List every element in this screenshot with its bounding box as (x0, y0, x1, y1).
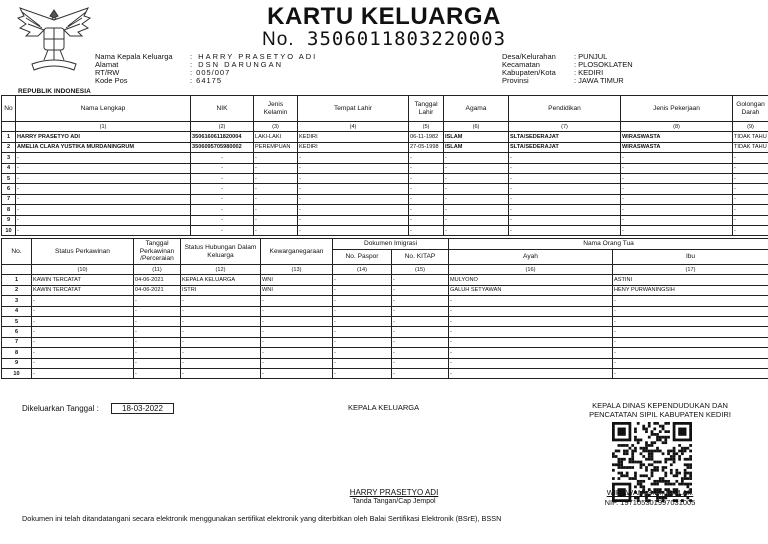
table-cell: - (621, 184, 733, 194)
table-cell: AMELIA CLARA YUSTIKA MURDANINGRUM (16, 142, 191, 152)
header-no-paspor: No. Paspor (333, 250, 392, 265)
table-cell: - (409, 163, 444, 173)
table-cell: KAWIN TERCATAT (32, 285, 134, 295)
table-cell: - (613, 337, 768, 347)
table-cell: - (333, 358, 392, 368)
number-value: 3506011803220003 (307, 28, 507, 50)
table-cell: - (16, 153, 191, 163)
table-row (2, 316, 768, 326)
kepala-dinas-title-line: PENCATATAN SIPIL KABUPATEN KEDIRI (589, 410, 731, 419)
table-cell: - (449, 358, 613, 368)
table-cell: - (254, 215, 298, 225)
header-jenis-pekerjaan: Jenis Pekerjaan (621, 96, 733, 122)
table-cell: - (733, 184, 768, 194)
table-cell: - (444, 173, 509, 183)
table-cell: - (392, 316, 449, 326)
table-cell: - (449, 368, 613, 378)
info-label: Kabupaten/Kota (502, 68, 556, 77)
table-cell: - (509, 194, 621, 204)
row-number: 3 (2, 296, 32, 306)
header-pendidikan: Pendidikan (509, 96, 621, 122)
info-label: Kecamatan (502, 60, 540, 69)
header-agama: Agama (444, 96, 509, 122)
table-cell: - (621, 225, 733, 235)
table-cell: - (409, 225, 444, 235)
table-row (2, 184, 768, 194)
table-cell: - (181, 306, 261, 316)
info-value: : DSN DARUNGAN (190, 60, 284, 69)
electronic-signature-disclaimer: Dokumen ini telah ditandatangani secara elektronik menggunakan sertifikat elektronik yang diterbitkan oleh Balai Sertifikasi Elektronik (BSrE), BSSN (22, 514, 502, 523)
table-cell: - (261, 358, 333, 368)
header-no: No (2, 96, 16, 122)
table-cell: - (16, 173, 191, 183)
table-row (2, 368, 768, 378)
index-cell: (10) (32, 265, 134, 275)
info-value: : PUNJUL (574, 52, 608, 61)
table-cell: - (392, 296, 449, 306)
table-cell: - (613, 348, 768, 358)
kepala-dinas-name: WIRAWAN, S.E., M.M.Ak. (606, 488, 694, 497)
info-value: : 005/007 (190, 68, 231, 77)
table-cell: - (298, 163, 409, 173)
info-label: RT/RW (95, 68, 120, 77)
index-cell: (7) (509, 122, 621, 132)
table-cell: - (254, 173, 298, 183)
table-cell: LAKI-LAKI (254, 132, 298, 142)
family-members-table (1, 95, 768, 236)
table-row (2, 205, 768, 215)
table-cell: - (444, 184, 509, 194)
table-cell: - (392, 327, 449, 337)
row-number: 1 (2, 132, 16, 142)
table-cell: - (134, 358, 181, 368)
table-cell: - (449, 348, 613, 358)
table-cell: - (733, 173, 768, 183)
row-number: 6 (2, 184, 16, 194)
table-row (2, 337, 768, 347)
family-info-left (95, 53, 317, 85)
table-cell: - (621, 205, 733, 215)
row-number: 3 (2, 153, 16, 163)
table-cell: - (621, 153, 733, 163)
table-cell: - (261, 316, 333, 326)
table-cell: - (621, 173, 733, 183)
table-row (2, 142, 768, 152)
row-number: 1 (2, 275, 32, 285)
table-cell: - (181, 296, 261, 306)
row-number: 10 (2, 225, 16, 235)
table-cell: - (298, 205, 409, 215)
table-cell: SLTA/SEDERAJAT (509, 142, 621, 152)
table-cell: - (392, 306, 449, 316)
table-cell: - (16, 205, 191, 215)
table-cell: - (261, 296, 333, 306)
row-number: 7 (2, 194, 16, 204)
table-cell: - (134, 296, 181, 306)
document-title: KARTU KELUARGA (267, 3, 501, 30)
row-number: 5 (2, 316, 32, 326)
table-row (2, 358, 768, 368)
row-number: 5 (2, 173, 16, 183)
index-cell: (12) (181, 265, 261, 275)
kepala-dinas-title (560, 401, 760, 419)
table-cell: - (409, 205, 444, 215)
header-status-perkawinan: Status Perkawinan (32, 239, 134, 265)
row-number: 7 (2, 337, 32, 347)
table-cell: - (32, 316, 134, 326)
table-cell: WNI (261, 275, 333, 285)
table-cell: - (733, 205, 768, 215)
header-nama-lengkap: Nama Lengkap (16, 96, 191, 122)
header-ibu: Ibu (613, 250, 768, 265)
table-cell: - (32, 337, 134, 347)
table-cell: - (392, 275, 449, 285)
header-ayah: Ayah (449, 250, 613, 265)
table-cell: TIDAK TAHU (733, 132, 768, 142)
table-cell: - (333, 296, 392, 306)
table-cell: ISLAM (444, 142, 509, 152)
table-cell: - (392, 285, 449, 295)
info-value: : 64175 (190, 76, 223, 85)
table-cell: - (191, 225, 254, 235)
index-cell: (3) (254, 122, 298, 132)
table-cell: - (191, 194, 254, 204)
row-number: 2 (2, 285, 32, 295)
table-cell: 04-06-2021 (134, 275, 181, 285)
table-cell: - (613, 316, 768, 326)
table-cell: - (444, 225, 509, 235)
table-cell: - (333, 348, 392, 358)
index-cell: (11) (134, 265, 181, 275)
signature-caption: Tanda Tangan/Cap Jempol (352, 498, 436, 505)
table-cell: - (181, 316, 261, 326)
table-cell: ISLAM (444, 132, 509, 142)
table-cell: - (254, 205, 298, 215)
info-label: Kode Pos (95, 76, 128, 85)
table-cell: WIRASWASTA (621, 132, 733, 142)
family-info-right (502, 53, 633, 85)
header-nama-orang-tua: Nama Orang Tua (449, 239, 768, 250)
table-cell: WIRASWASTA (621, 142, 733, 152)
table-cell: - (134, 337, 181, 347)
index-cell: (13) (261, 265, 333, 275)
info-label: Nama Kepala Keluarga (95, 52, 173, 61)
table-cell: - (191, 184, 254, 194)
info-label: Alamat (95, 60, 119, 69)
index-cell: (4) (298, 122, 409, 132)
table-cell: - (191, 163, 254, 173)
header-tempat-lahir: Tempat Lahir (298, 96, 409, 122)
table-cell: - (509, 173, 621, 183)
index-cell-empty (2, 265, 32, 275)
table-cell: MULYONO (449, 275, 613, 285)
table-cell: - (444, 163, 509, 173)
table-cell: - (333, 316, 392, 326)
table-cell: - (254, 163, 298, 173)
table-cell: - (333, 368, 392, 378)
index-cell: (16) (449, 265, 613, 275)
table-cell: - (509, 215, 621, 225)
table-cell: 27-05-1998 (409, 142, 444, 152)
table-cell: 3506095705980002 (191, 142, 254, 152)
header-nik: NIK (191, 96, 254, 122)
table-cell: PEREMPUAN (254, 142, 298, 152)
row-number: 6 (2, 327, 32, 337)
table-cell: - (509, 205, 621, 215)
table-cell: ISTRI (181, 285, 261, 295)
header-no-kitap: No. KITAP (392, 250, 449, 265)
table-cell: - (191, 205, 254, 215)
kepala-dinas-title-line: KEPALA DINAS KEPENDUDUKAN DAN (592, 401, 728, 410)
index-cell: (2) (191, 122, 254, 132)
table-cell: - (298, 153, 409, 163)
table-cell: - (134, 368, 181, 378)
table-cell: - (409, 194, 444, 204)
table-cell: 3506160611820004 (191, 132, 254, 142)
table-cell: - (261, 306, 333, 316)
info-value: : KEDIRI (574, 68, 604, 77)
table-cell: TIDAK TAHU (733, 142, 768, 152)
header-dokumen-imigrasi: Dokumen Imigrasi (333, 239, 449, 250)
index-cell: (1) (16, 122, 191, 132)
row-number: 8 (2, 205, 16, 215)
table-cell: ASTINI (613, 275, 768, 285)
table-cell: - (733, 153, 768, 163)
index-cell: (5) (409, 122, 444, 132)
table-cell: - (392, 368, 449, 378)
info-row (502, 77, 633, 85)
index-cell: (8) (621, 122, 733, 132)
table-cell: - (449, 327, 613, 337)
header-kewarganegaraan: Kewarganegaraan (261, 239, 333, 265)
table-cell: - (409, 184, 444, 194)
table-cell: - (134, 327, 181, 337)
table-cell: - (621, 194, 733, 204)
header-no: No. (2, 239, 32, 265)
table-cell: KEDIRI (298, 142, 409, 152)
table-cell: - (392, 358, 449, 368)
issue-date-label: Dikeluarkan Tanggal : (22, 404, 99, 413)
header-tanggal-lahir: Tanggal Lahir (409, 96, 444, 122)
table-row (2, 348, 768, 358)
table-cell: - (298, 225, 409, 235)
row-number: 2 (2, 142, 16, 152)
table-cell: - (392, 337, 449, 347)
table-row (2, 225, 768, 235)
info-value: : HARRY PRASETYO ADI (190, 52, 318, 61)
table-cell: - (509, 163, 621, 173)
table-cell: - (449, 306, 613, 316)
table-cell: - (613, 327, 768, 337)
row-number: 4 (2, 306, 32, 316)
table-cell: - (261, 337, 333, 347)
table-cell: SLTA/SEDERAJAT (509, 132, 621, 142)
table-cell: - (16, 225, 191, 235)
table-row (2, 153, 768, 163)
header-golongan-darah: Golongan Darah (733, 96, 768, 122)
index-cell: (6) (444, 122, 509, 132)
header-status-hubungan: Status Hubungan Dalam Keluarga (181, 239, 261, 265)
issue-date-value: 18-03-2022 (111, 403, 174, 414)
table-cell: - (621, 215, 733, 225)
table-cell: KEPALA KELUARGA (181, 275, 261, 285)
table-cell: - (134, 316, 181, 326)
table-cell: - (181, 348, 261, 358)
table-cell: - (298, 194, 409, 204)
table-cell: KEDIRI (298, 132, 409, 142)
table-cell: - (254, 153, 298, 163)
table-cell: - (409, 173, 444, 183)
table-cell: - (181, 337, 261, 347)
table-cell: - (333, 275, 392, 285)
table-cell: - (261, 368, 333, 378)
table-cell: - (733, 163, 768, 173)
table-cell: GALUH SETYAWAN (449, 285, 613, 295)
info-value: : JAWA TIMUR (574, 76, 624, 85)
header-jenis-kelamin: Jenis Kelamin (254, 96, 298, 122)
table-cell: - (16, 184, 191, 194)
info-label: Desa/Kelurahan (502, 52, 556, 61)
table-cell: - (613, 368, 768, 378)
table-cell: - (254, 225, 298, 235)
row-number: 9 (2, 215, 16, 225)
table-cell: - (409, 215, 444, 225)
table-cell: - (32, 358, 134, 368)
table-cell: - (733, 225, 768, 235)
table-cell: - (191, 215, 254, 225)
table-cell: HENY PURWANINGSIH (613, 285, 768, 295)
table-cell: - (32, 348, 134, 358)
table-cell: - (621, 163, 733, 173)
table-cell: - (16, 194, 191, 204)
table-cell: - (733, 215, 768, 225)
table-cell: - (449, 316, 613, 326)
table-row (2, 194, 768, 204)
table-cell: - (16, 215, 191, 225)
table-row (2, 296, 768, 306)
table-cell: - (449, 337, 613, 347)
table-row (2, 163, 768, 173)
table-cell: - (298, 173, 409, 183)
table-cell: KAWIN TERCATAT (32, 275, 134, 285)
index-cell: (17) (613, 265, 768, 275)
number-label: No. (261, 29, 295, 50)
issue-date-block (22, 403, 174, 414)
table-cell: - (333, 306, 392, 316)
table-cell: - (261, 327, 333, 337)
family-members-body (2, 132, 768, 236)
kepala-dinas-nip: NIP. 197105301997031005 (604, 498, 696, 507)
table-cell: - (181, 368, 261, 378)
table-cell: - (613, 296, 768, 306)
table-row (2, 306, 768, 316)
table-cell: - (333, 285, 392, 295)
index-cell-empty (2, 122, 16, 132)
table-cell: - (261, 348, 333, 358)
table-cell: - (32, 327, 134, 337)
table-cell: - (16, 163, 191, 173)
table-cell: - (191, 173, 254, 183)
table-cell: - (254, 184, 298, 194)
table-cell: - (449, 296, 613, 306)
table-cell: - (298, 184, 409, 194)
table-cell: - (409, 153, 444, 163)
document-number (0, 28, 768, 51)
table-cell: - (134, 348, 181, 358)
row-number: 8 (2, 348, 32, 358)
info-value: : PLOSOKLATEN (574, 60, 633, 69)
info-label: Provinsi (502, 76, 529, 85)
table-cell: - (134, 306, 181, 316)
table-row (2, 285, 768, 295)
table-cell: - (32, 368, 134, 378)
table-cell: - (613, 358, 768, 368)
table-cell: HARRY PRASETYO ADI (16, 132, 191, 142)
table-cell: - (254, 194, 298, 204)
table-cell: - (32, 306, 134, 316)
table-cell: - (444, 205, 509, 215)
table-cell: - (181, 327, 261, 337)
kepala-keluarga-name: HARRY PRASETYO ADI (349, 488, 439, 497)
table-row (2, 215, 768, 225)
table-cell: - (509, 225, 621, 235)
index-cell: (15) (392, 265, 449, 275)
family-status-table (1, 238, 768, 379)
table-cell: - (298, 215, 409, 225)
table-cell: - (181, 358, 261, 368)
table-cell: - (32, 296, 134, 306)
info-row (95, 77, 317, 85)
header-tanggal-perkawinan: Tanggal Perkawinan /Perceraian (134, 239, 181, 265)
table-row (2, 173, 768, 183)
table-cell: - (392, 348, 449, 358)
index-cell: (9) (733, 122, 768, 132)
table-cell: - (613, 306, 768, 316)
table-row (2, 275, 768, 285)
index-cell: (14) (333, 265, 392, 275)
table-cell: - (444, 153, 509, 163)
table-cell: - (333, 337, 392, 347)
emblem-caption: REPUBLIK INDONESIA (18, 88, 91, 95)
table-cell: - (191, 153, 254, 163)
table-row (2, 327, 768, 337)
table-cell: - (509, 153, 621, 163)
table-cell: - (444, 194, 509, 204)
row-number: 4 (2, 163, 16, 173)
table-cell: 06-11-1982 (409, 132, 444, 142)
kepala-keluarga-label: KEPALA KELUARGA (348, 403, 420, 412)
row-number: 10 (2, 368, 32, 378)
table-cell: - (509, 184, 621, 194)
table-cell: - (333, 327, 392, 337)
table-cell: WNI (261, 285, 333, 295)
table-row (2, 132, 768, 142)
table-cell: 04-06-2021 (134, 285, 181, 295)
row-number: 9 (2, 358, 32, 368)
table-cell: - (733, 194, 768, 204)
table-cell: - (444, 215, 509, 225)
family-status-body (2, 275, 768, 379)
